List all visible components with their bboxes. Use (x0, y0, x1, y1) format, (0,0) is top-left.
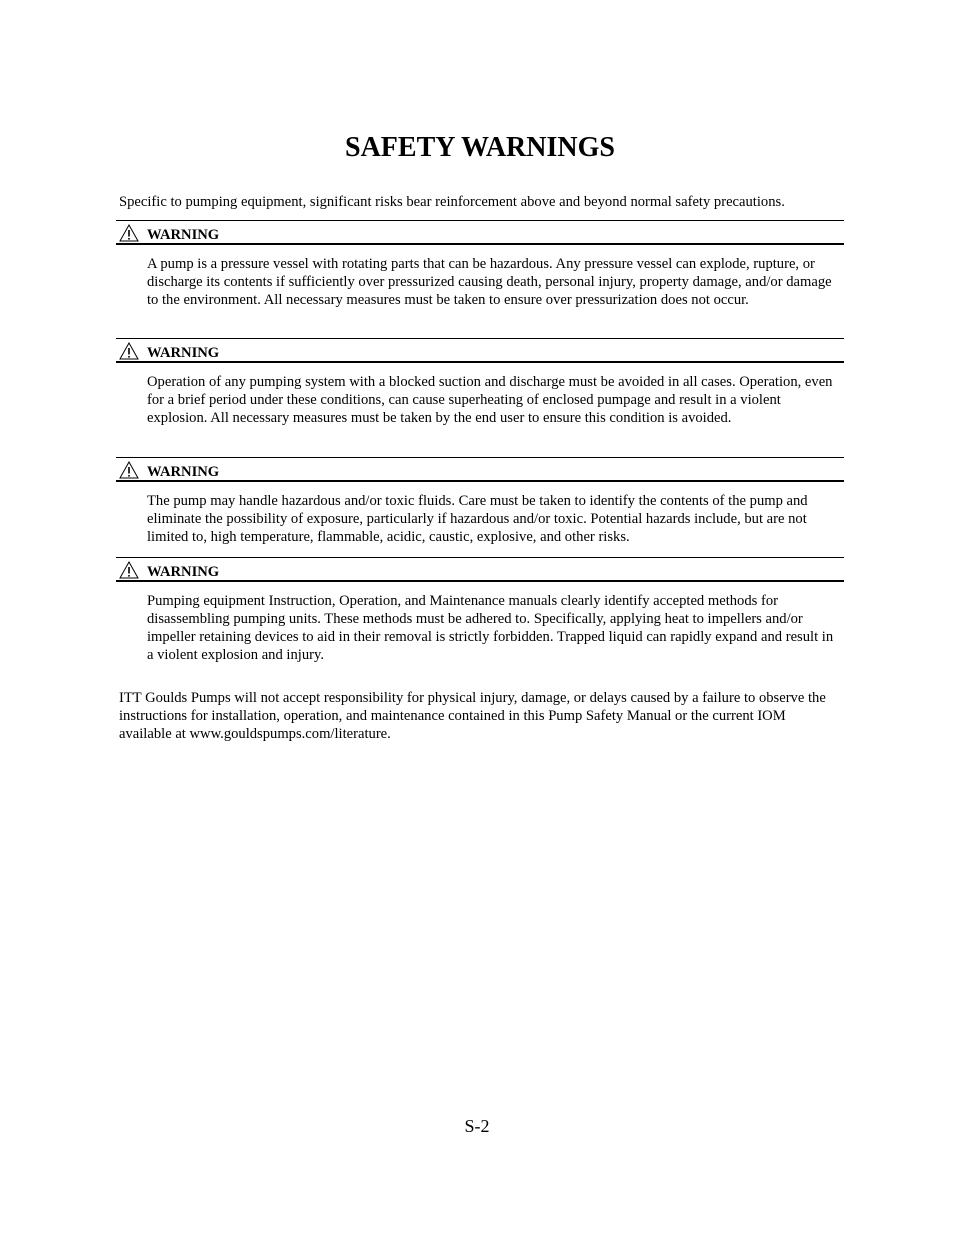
warning-label: WARNING (147, 227, 220, 243)
warning-triangle-icon (119, 461, 139, 479)
warning-text: Pumping equipment Instruction, Operation, and Maintenance manuals clearly identify accepted methods for disassembling pumping units. These methods must be adhered to. Specifically, applying heat to impellers and/or impeller retaining devices to aid in their removal is strictly forbidden. Trapped liquid can rapidly expand and result in a violent explosion and injury. (147, 593, 834, 663)
warning-header (116, 220, 844, 245)
warning-label: WARNING (147, 464, 220, 480)
page-title: SAFETY WARNINGS (345, 132, 615, 163)
warning-header (116, 557, 844, 582)
warning-text: The pump may handle hazardous and/or toxic fluids. Care must be taken to identify the contents of the pump and eliminate the possibility of exposure, particularly if hazardous and/or toxic. Potential hazards include, but are not limited to, high temperature, flammable, acidic, caustic, explosive, and other risks. (147, 493, 808, 545)
warning-block-1 (116, 220, 844, 309)
warning-block-2 (116, 338, 844, 427)
warning-header (116, 338, 844, 363)
warning-text: Operation of any pumping system with a blocked suction and discharge must be avoided in all cases. Operation, even for a brief period under these conditions, can cause superheating of enclosed pumpage and result in a violent explosion. All necessary measures must be taken by the end user to ensure this condition is avoided. (147, 374, 833, 426)
intro-text: Specific to pumping equipment, significant risks bear reinforcement above and beyond normal safety precautions. (119, 194, 785, 210)
warning-block-3 (116, 457, 844, 546)
warning-label: WARNING (147, 564, 220, 580)
warning-text: A pump is a pressure vessel with rotating parts that can be hazardous. Any pressure vessel can explode, rupture, or discharge its contents if sufficiently over pressurized causing death, personal injury, property damage, and/or damage to the environment. All necessary measures must be taken to ensure over pressurization does not occur. (147, 256, 832, 308)
warning-label: WARNING (147, 345, 220, 361)
page-number: S-2 (464, 1116, 490, 1136)
warning-header (116, 457, 844, 482)
warning-block-4 (116, 557, 844, 664)
responsibility-disclaimer: ITT Goulds Pumps will not accept responsibility for physical injury, damage, or delays caused by a failure to observe the instructions for installation, operation, and maintenance contained in this Pump Safety Manual or the current IOM available at www.gouldspumps.com/literature. (119, 690, 826, 742)
warning-triangle-icon (119, 224, 139, 242)
warning-triangle-icon (119, 342, 139, 360)
warning-triangle-icon (119, 561, 139, 579)
